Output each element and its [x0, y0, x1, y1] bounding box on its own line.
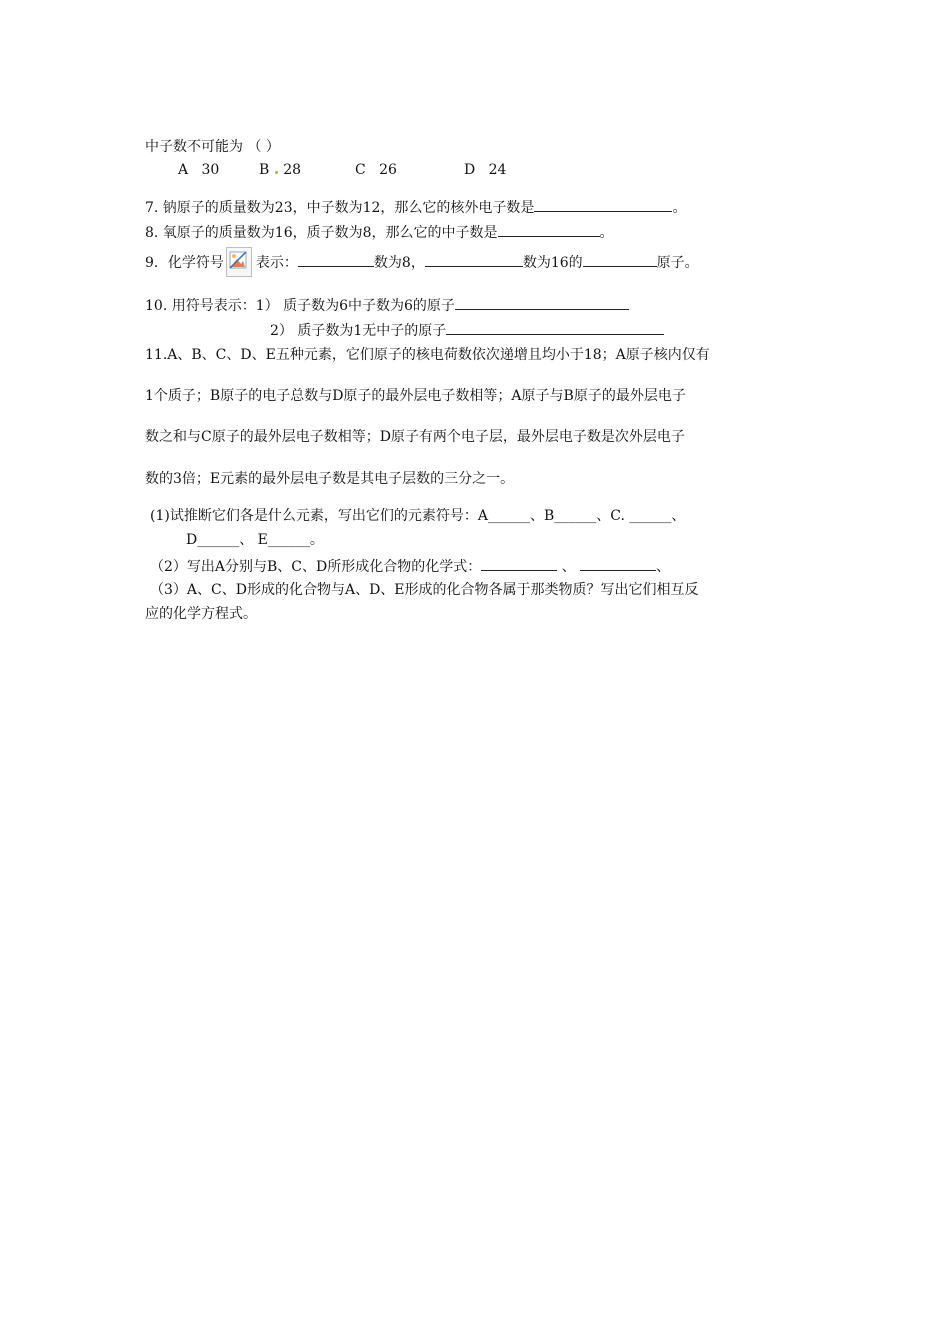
q6-option-d [464, 160, 506, 180]
q7-end: 。 [672, 200, 687, 216]
q9-blank-1[interactable] [298, 251, 374, 267]
q8-end: 。 [599, 225, 614, 241]
q11-paragraph-4: 数的3倍；E元素的最外层电子数是其电子层数的三分之一。 [145, 471, 515, 487]
q10-blank-1[interactable] [455, 294, 629, 310]
q11-sub2-text: （2）写出A分别与B、C、D所形成化合物的化学式： [150, 559, 482, 575]
q11-sub3-line-1: （3）A、C、D形成的化合物与A、D、E形成的化合物各属于那类物质？写出它们相互反 [150, 582, 699, 598]
option-letter: C [355, 162, 366, 178]
option-value: 28 [283, 162, 302, 178]
q10-line2-text: 2） 质子数为1无中子的原子 [270, 323, 447, 339]
question-9 [145, 247, 699, 277]
q8-text: 8. 氧原子的质量数为16，质子数为8，那么它的中子数是 [145, 225, 498, 241]
q11-sub1-line-2: D______、 E______。 [186, 532, 324, 548]
q9-mid2: 数为8， [373, 255, 425, 271]
q6-stem: 中子数不可能为 （ ） [145, 139, 280, 155]
q11-sub2-blank-1[interactable] [481, 555, 557, 571]
q11-paragraph-3: 数之和与C原子的最外层电子数相等；D原子有两个电子层，最外层电子数是次外层电子 [145, 429, 685, 445]
option-letter: D [464, 162, 476, 178]
q11-paragraph-1: 11.A、B、C、D、E五种元素，它们原子的核电荷数依次递增且均小于18；A原子核内仅有 [145, 347, 710, 363]
question-10-line-2 [270, 319, 664, 341]
q10-line1-text: 10. 用符号表示：1） 质子数为6中子数为6的原子 [145, 298, 455, 314]
q11-sub2-blank-2[interactable] [580, 555, 656, 571]
q7-answer-blank[interactable] [534, 196, 672, 212]
q10-blank-2[interactable] [446, 319, 664, 335]
q11-sub3-line-2: 应的化学方程式。 [145, 606, 257, 622]
option-value: 24 [488, 162, 507, 178]
q6-option-c [355, 160, 397, 180]
q9-end: 原子。 [656, 255, 699, 271]
q8-answer-blank[interactable] [498, 221, 600, 237]
option-value: 30 [201, 162, 220, 178]
question-8 [145, 221, 614, 243]
q6-option-a [178, 160, 219, 180]
option-letter: B [259, 162, 270, 178]
q11-sub2 [150, 555, 670, 577]
dot-mark [275, 171, 278, 174]
q6-option-b [259, 160, 301, 180]
q9-blank-2[interactable] [425, 251, 523, 267]
option-value: 26 [379, 162, 397, 178]
q9-blank-3[interactable] [583, 251, 657, 267]
q9-mid3: 数为16的 [522, 255, 583, 271]
question-10-line-1 [145, 294, 629, 316]
option-letter: A [178, 162, 189, 178]
q11-paragraph-2: 1个质子；B原子的电子总数与D原子的最外层电子数相等；A原子与B原子的最外层电子 [145, 388, 686, 404]
q9-prefix: 9．化学符号 [145, 255, 224, 271]
broken-image-icon [226, 247, 252, 277]
q11-sub2-separator: 、 [561, 559, 576, 575]
q7-text: 7. 钠原子的质量数为23，中子数为12，那么它的核外电子数是 [145, 200, 535, 216]
q11-sub1-line-1: (1)试推断它们各是什么元素，写出它们的元素符号：A______、B______、C. ______、 [150, 508, 686, 524]
q11-sub2-end: 、 [656, 559, 671, 575]
question-7 [145, 196, 686, 218]
q9-mid1: 表示： [255, 255, 298, 271]
